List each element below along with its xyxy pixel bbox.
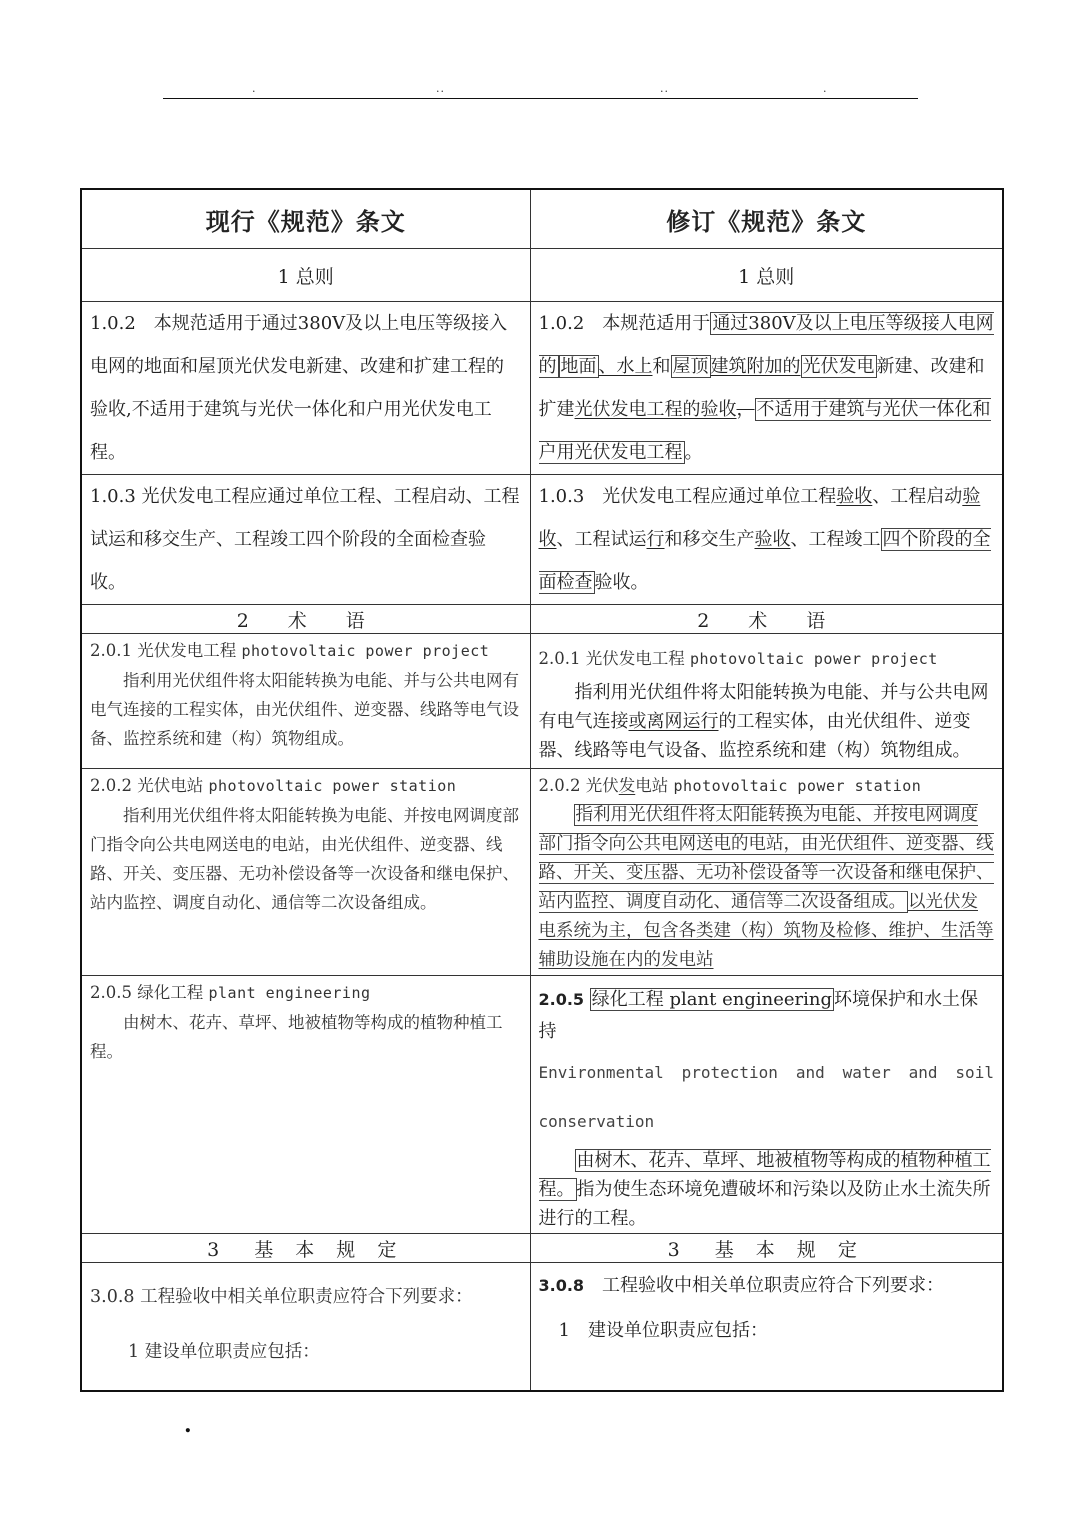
boxed-change: 地面 bbox=[560, 356, 597, 377]
clause-number: 3.0.8 bbox=[538, 1276, 585, 1295]
term-number: 2.0.5 bbox=[538, 990, 585, 1009]
underlined-change: 发 bbox=[618, 776, 636, 795]
underlined-change: 行 bbox=[646, 529, 665, 550]
clause-revised bbox=[530, 475, 1003, 605]
underlined-change: 以光伏发电系统为主，包含各类建（构）筑物及检修、维护、生活等辅助设施在内的发电站 bbox=[538, 892, 994, 970]
term-title: 电站 bbox=[635, 776, 669, 795]
underlined-change: 建筑附加的 bbox=[710, 356, 801, 377]
clause-text: 1.0.2 本规范适用于 bbox=[538, 313, 711, 334]
term-revised bbox=[530, 769, 1003, 976]
clause-text: 、工程试运 bbox=[556, 529, 647, 550]
term-english-line bbox=[539, 1048, 995, 1097]
term-english-word: and bbox=[908, 1063, 938, 1082]
new-term-title: 环境保护和水土保持 bbox=[538, 989, 978, 1042]
header-dot: .. bbox=[660, 82, 669, 95]
term-current bbox=[81, 769, 530, 976]
table-row bbox=[81, 302, 1003, 475]
comparison-table bbox=[80, 188, 1004, 1392]
clause-current bbox=[81, 302, 530, 475]
term-title: 2.0.2 光伏 bbox=[538, 776, 619, 795]
underlined-change: 或离网运行 bbox=[628, 711, 719, 732]
header-dot: . bbox=[252, 82, 257, 95]
term-title: 2.0.2 光伏电站 bbox=[90, 776, 204, 795]
revised-spec-header: 修订《规范》条文 bbox=[530, 189, 1003, 249]
underlined-change: 验收 bbox=[538, 486, 981, 550]
chapter-row bbox=[81, 249, 1003, 302]
boxed-change: 指利用光伏组件将太阳能转换为电能、并按电网调度部门指令向公共电网送电的电站，由光伏组件、逆变器、线路、开关、变压器、无功补偿设备等一次设备和继电保护、站内监控、调度自动化、通信等二次设备组成。 bbox=[538, 805, 994, 912]
clause-revised bbox=[530, 1263, 1003, 1391]
chapter-title: 2 术 语 bbox=[530, 605, 1003, 634]
clause-text: 验收。 bbox=[594, 572, 649, 593]
current-spec-header: 现行《规范》条文 bbox=[81, 189, 530, 249]
table-row bbox=[81, 769, 1003, 976]
term-title: 2.0.1 光伏发电工程 bbox=[538, 649, 685, 668]
underlined-change: 光伏发电工程的验收 bbox=[574, 399, 737, 420]
clause-text: 、工程启动 bbox=[872, 486, 963, 507]
clause-text: 、工程竣工 bbox=[790, 529, 881, 550]
chapter-row bbox=[81, 605, 1003, 634]
boxed-change: 不适用于建筑与光伏一体化和户用光伏发电工程 bbox=[538, 399, 991, 463]
chapter-title: 1 总则 bbox=[81, 249, 530, 302]
underlined-change: 、 bbox=[598, 356, 617, 377]
term-definition: 指利用光伏组件将太阳能转换为电能、并与公共电网有电气连接的工程实体，由光伏组件、逆变器、线路等电气设备、监控系统和建（构）筑物组成。 bbox=[90, 671, 519, 748]
underlined-change: 验收 bbox=[836, 486, 873, 507]
boxed-change: 光伏发电 bbox=[802, 356, 875, 377]
term-english-tail: conservation bbox=[538, 1112, 655, 1131]
chapter-row bbox=[81, 1234, 1003, 1263]
term-english-word: and bbox=[795, 1063, 825, 1082]
clause-current bbox=[81, 1263, 530, 1391]
term-definition: 由树木、花卉、草坪、地被植物等构成的植物种植工程。 bbox=[90, 1013, 503, 1061]
clause-current bbox=[81, 475, 530, 605]
term-current bbox=[81, 634, 530, 769]
boxed-change: 由树木、花卉、草坪、地被植物等构成的植物种植工程。 bbox=[538, 1150, 991, 1200]
chapter-title: 2 术 语 bbox=[81, 605, 530, 634]
term-english-word: water bbox=[842, 1063, 891, 1082]
clause-text: 和移交生产 bbox=[664, 529, 755, 550]
clause-text: 1.0.3 光伏发电工程应通过单位工程 bbox=[538, 486, 837, 507]
deleted-text: ， bbox=[736, 399, 755, 420]
clause-title: 3.0.8 工程验收中相关单位职责应符合下列要求： bbox=[90, 1287, 473, 1307]
clause-text: 1.0.2 本规范适用于通过380V及以上电压等级接入电网的地面和屋顶光伏发电新建、改建和扩建工程的验收,不适用于建筑与光伏一体化和户用光伏发电工程。 bbox=[90, 313, 508, 463]
clause-text: 。 bbox=[684, 442, 703, 463]
term-title: 2.0.5 绿化工程 bbox=[90, 983, 204, 1002]
chapter-title: 1 总则 bbox=[530, 249, 1003, 302]
term-english: photovoltaic power station bbox=[673, 777, 922, 795]
term-english-word: Environmental bbox=[538, 1063, 664, 1082]
header-dot: . bbox=[823, 82, 828, 95]
boxed-change bbox=[590, 988, 834, 1011]
term-english: photovoltaic power project bbox=[241, 642, 490, 660]
underlined-change: 水上 bbox=[616, 356, 653, 377]
term-revised bbox=[530, 976, 1003, 1234]
footer-dot: . bbox=[184, 1412, 192, 1438]
term-english: plant engineering bbox=[208, 984, 371, 1002]
boxed-change: 屋顶 bbox=[672, 356, 709, 377]
term-definition: 指利用光伏组件将太阳能转换为电能、并与公共电网有电气连接 bbox=[538, 682, 989, 732]
table-row bbox=[81, 634, 1003, 769]
chapter-title: 3 基 本 规 定 bbox=[530, 1234, 1003, 1263]
term-definition: 指利用光伏组件将太阳能转换为电能、并按电网调度部门指令向公共电网送电的电站，由光伏组件、逆变器、线路、开关、变压器、无功补偿设备等一次设备和继电保护、站内监控、调度自动化、通信等二次设备组成。 bbox=[90, 806, 519, 912]
term-revised bbox=[530, 634, 1003, 769]
chapter-title: 3 基 本 规 定 bbox=[81, 1234, 530, 1263]
term-english-word: protection bbox=[681, 1063, 778, 1082]
boxed-change: 四个阶段的全面检查 bbox=[538, 529, 991, 593]
table-header-row bbox=[81, 189, 1003, 249]
table-row bbox=[81, 1263, 1003, 1391]
term-english: photovoltaic power project bbox=[689, 650, 938, 668]
term-definition: 指为使生态环境免遭破坏和污染以及防止水土流失所进行的工程。 bbox=[538, 1179, 991, 1229]
clause-title: 工程验收中相关单位职责应符合下列要求： bbox=[584, 1275, 945, 1296]
table-row bbox=[81, 976, 1003, 1234]
header-dot: .. bbox=[436, 82, 445, 95]
clause-text: 和 bbox=[652, 356, 671, 377]
header-rule bbox=[163, 98, 918, 99]
underlined-change: 验收 bbox=[754, 529, 791, 550]
table-row bbox=[81, 475, 1003, 605]
deleted-term: 绿化工程 plant engineering bbox=[591, 989, 832, 1010]
term-current bbox=[81, 976, 530, 1234]
clause-item: 1 建设单位职责应包括： bbox=[558, 1320, 768, 1341]
clause-text: 1.0.3 光伏发电工程应通过单位工程、工程启动、工程试运和移交生产、工程竣工四个阶段的全面检查验收。 bbox=[90, 486, 520, 593]
term-english-word: soil bbox=[955, 1063, 994, 1082]
term-definition: 的工程实体，由光伏组件、逆变器、线路等电气设备、监控系统和建（构）筑物组成。 bbox=[538, 711, 971, 761]
clause-item: 1 建设单位职责应包括： bbox=[128, 1342, 320, 1362]
clause-text: 新建、改建和扩建 bbox=[538, 356, 985, 420]
term-english: photovoltaic power station bbox=[208, 777, 457, 795]
term-title: 2.0.1 光伏发电工程 bbox=[90, 641, 237, 660]
boxed-change: 通过380V及以上电压等级接人电网的 bbox=[538, 313, 994, 377]
clause-revised bbox=[530, 302, 1003, 475]
